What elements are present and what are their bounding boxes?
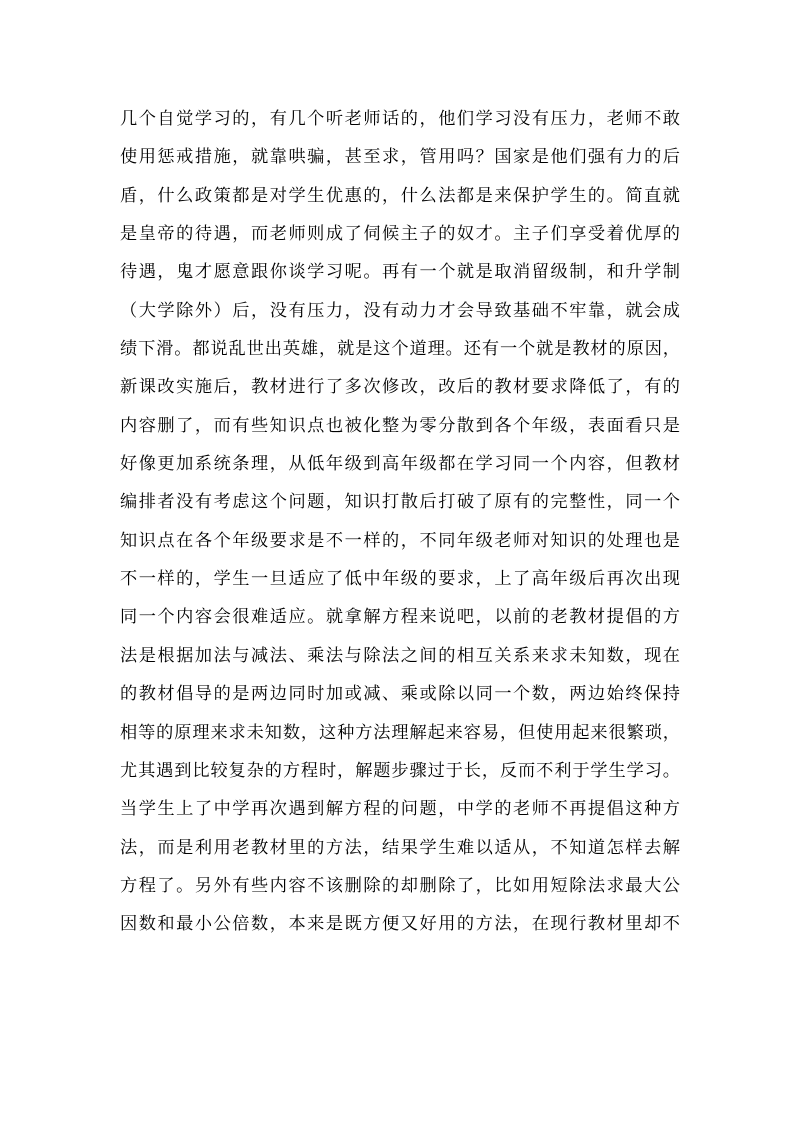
text-line: 几个自觉学习的，有几个听老师话的，他们学习没有压力，老师不敢 [120,109,680,129]
text-line: 绩下滑。都说乱世出英雄，就是这个道理。还有一个就是教材的原因， [120,339,680,360]
text-line: 不一样的，学生一旦适应了低中年级的要求，上了高年级后再次出现 [120,569,680,590]
text-line: 同一个内容会很难适应。就拿解方程来说吧，以前的老教材提倡的方 [120,607,680,628]
text-line: 内容删了，而有些知识点也被化整为零分散到各个年级，表面看只是 [120,415,680,436]
text-line: 的教材倡导的是两边同时加或减、乘或除以同一个数，两边始终保持 [120,684,680,705]
text-line: 编排者没有考虑这个问题，知识打散后打破了原有的完整性，同一个 [120,492,680,513]
text-line: 是皇帝的待遇，而老师则成了伺候主子的奴才。主子们享受着优厚的 [120,224,680,245]
body-paragraph [120,100,680,944]
text-line: 因数和最小公倍数，本来是既方便又好用的方法，在现行教材里却不 [120,914,680,935]
text-line: 盾，什么政策都是对学生优惠的，什么法都是来保护学生的。简直就 [120,185,680,206]
text-line: 知识点在各个年级要求是不一样的，不同年级老师对知识的处理也是 [120,530,680,551]
text-line: 待遇，鬼才愿意跟你谈学习呢。再有一个就是取消留级制，和升学制 [120,262,680,283]
text-line: 使用惩戒措施，就靠哄骗，甚至求，管用吗？国家是他们强有力的后 [120,147,680,168]
text-line: 法是根据加法与减法、乘法与除法之间的相互关系来求未知数，现在 [120,645,680,666]
text-line: 尤其遇到比较复杂的方程时，解题步骤过于长，反而不利于学生学习。 [120,760,680,781]
text-line: 方程了。另外有些内容不该删除的却删除了，比如用短除法求最大公 [120,875,680,896]
text-line: 新课改实施后，教材进行了多次修改，改后的教材要求降低了，有的 [120,377,680,398]
text-line: 相等的原理来求未知数，这种方法理解起来容易，但使用起来很繁琐， [120,722,680,743]
text-line: 法，而是利用老教材里的方法，结果学生难以适从，不知道怎样去解 [120,837,680,858]
text-line: （大学除外）后，没有压力，没有动力才会导致基础不牢靠，就会成 [120,300,680,321]
text-line: 好像更加系统条理，从低年级到高年级都在学习同一个内容，但教材 [120,454,680,475]
text-line: 当学生上了中学再次遇到解方程的问题，中学的老师不再提倡这种方 [120,799,680,820]
